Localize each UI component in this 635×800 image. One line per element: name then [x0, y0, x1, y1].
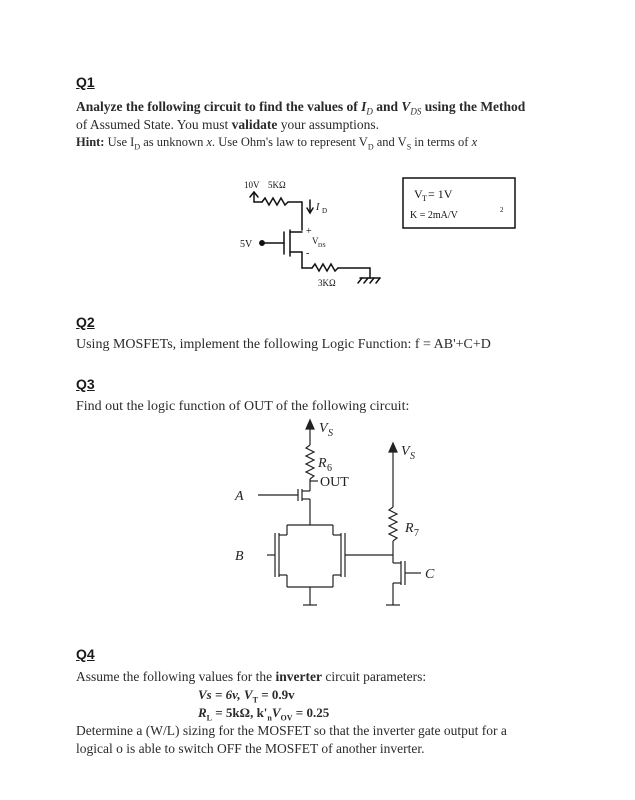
svg-text:7: 7 — [414, 528, 419, 539]
q4-params-line2: $R_L = 5k\Omega$, $k'_nV_{OV} = 0.25$ — [198, 705, 330, 723]
gate-voltage-label: 5V — [240, 239, 253, 250]
q1-circuit-diagram — [240, 172, 530, 297]
svg-text:2: 2 — [500, 206, 504, 214]
svg-text:D: D — [322, 207, 328, 215]
q4-text-line1: Determine a (W/L) sizing for the MOSFET so that the inverter gate output for a — [76, 723, 507, 738]
vs1-arrow — [306, 420, 314, 429]
out-label: OUT — [320, 475, 349, 490]
r6-label: R — [318, 456, 327, 471]
svg-text:S: S — [410, 451, 415, 462]
q3-heading: Q3 — [76, 376, 95, 392]
q3-circuit-diagram — [225, 415, 485, 620]
r7-zigzag — [389, 507, 397, 541]
supply-label: 10V — [244, 180, 260, 190]
q4-heading: Q4 — [76, 646, 95, 662]
q2-heading: Q2 — [76, 314, 95, 330]
q1-hint: Hint: Use $I_D$ as unknown x. Use Ohm's law to represent $V_D$ and $V_S$ in terms of x — [76, 135, 478, 152]
r-drain-zigzag — [262, 198, 288, 205]
vds-minus: - — [306, 248, 310, 259]
r-source-zigzag — [312, 264, 338, 271]
q1-heading: Q1 — [76, 74, 95, 90]
input-a-label: A — [235, 489, 244, 504]
k-label: K = 2mA/V — [410, 210, 458, 221]
q1-line2: of Assumed State. You must validate your assumptions. — [76, 117, 380, 132]
r6-zigzag — [306, 445, 314, 479]
vt-label: V — [414, 187, 423, 201]
svg-text:6: 6 — [327, 463, 332, 474]
q3-text: Find out the logic function of OUT of the following circuit: — [76, 399, 410, 414]
q4-intro: Assume the following values for the inverter circuit parameters: — [76, 669, 427, 684]
vds-label: V — [312, 236, 319, 246]
vs2-arrow — [389, 443, 397, 452]
vs2-label: V — [401, 444, 410, 459]
vs1-label: V — [319, 421, 328, 436]
id-label: I — [316, 202, 320, 213]
r-source-label: 3KΩ — [318, 278, 336, 288]
svg-text:DS: DS — [318, 243, 326, 249]
vds-plus: + — [306, 226, 312, 237]
q2-text: Using MOSFETs, implement the following Logic Function: f = AB'+C+D — [76, 337, 491, 352]
q4-text-line2: logical o is able to switch OFF the MOSFET of another inverter. — [76, 741, 425, 756]
r7-label: R — [405, 521, 414, 536]
q1-line1: Analyze the following circuit to find the values of $I_D$ and $V_{DS}$ using the Method — [76, 99, 526, 117]
svg-text:T: T — [422, 194, 427, 203]
input-b-label: B — [235, 549, 244, 564]
svg-text:S: S — [328, 428, 333, 439]
svg-text:= 1V: = 1V — [428, 187, 453, 201]
r-drain-label: 5KΩ — [268, 180, 286, 190]
input-c-label: C — [425, 567, 435, 582]
q4-params-line1: Vs = 6v, $V_T = 0.9v$ — [198, 687, 295, 705]
